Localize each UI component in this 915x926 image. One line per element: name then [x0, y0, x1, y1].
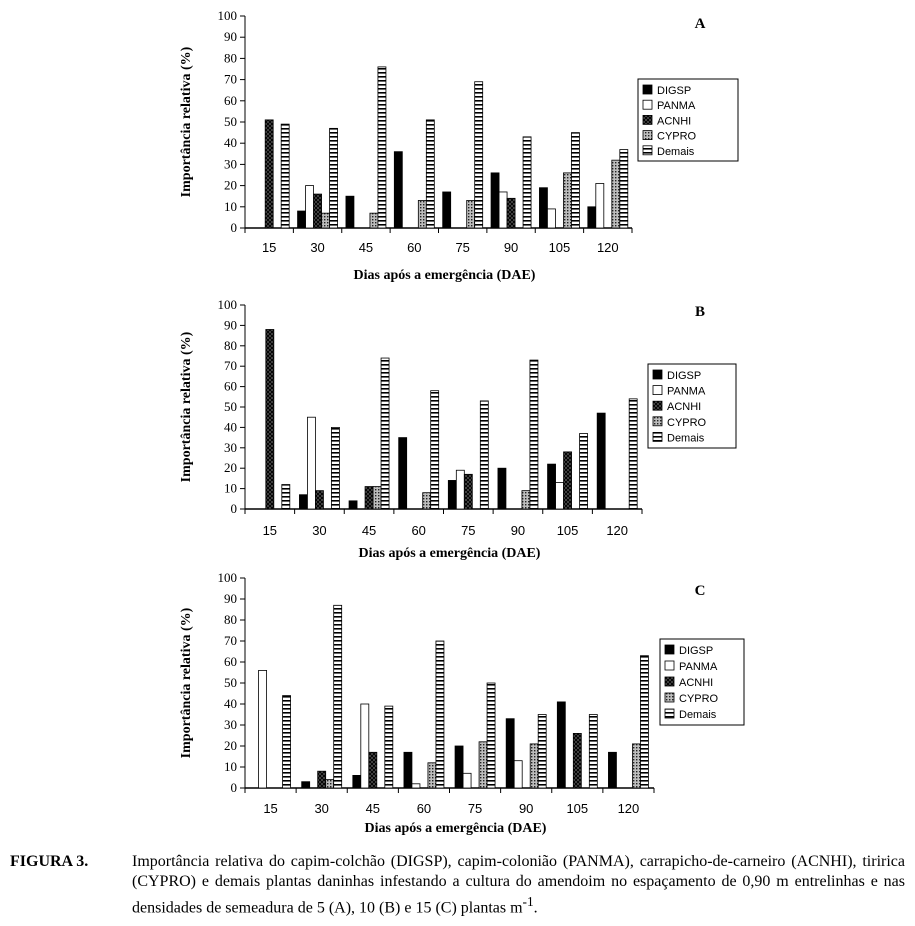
caption-body: Importância relativa do capim-colchão (DIGSP), capim-colonião (PANMA), carrapicho-de-carneiro (ACNHI), tiririca (CYPRO) e demais plantas daninhas infestando a cultura do amendoim no espaçamento de 0,90 m entrelinhas e nas densidades de semeadura de 5 (A), 10 (B) e 15 (C) plantas m	[132, 853, 905, 917]
legend-swatch-digsp	[665, 645, 674, 654]
bar-digsp-105	[557, 702, 565, 788]
bar-demais-75	[487, 683, 495, 788]
x-tick-label: 105	[548, 240, 571, 255]
y-tick-label: 20	[224, 738, 237, 753]
y-tick-label: 40	[224, 419, 237, 435]
bar-demais-30	[330, 128, 338, 228]
legend-label-cypro: CYPRO	[657, 130, 697, 143]
y-tick-label: 100	[217, 570, 237, 585]
bar-demais-15	[282, 485, 290, 509]
x-axis-label: Dias após a emergência (DAE)	[358, 546, 541, 561]
legend-swatch-panma	[653, 386, 662, 395]
y-tick-label: 10	[224, 759, 237, 774]
x-tick-label: 90	[503, 240, 519, 255]
caption-superscript: -1	[522, 894, 534, 909]
bar-acnhi-45	[369, 752, 377, 788]
legend-swatch-cypro	[653, 417, 662, 426]
panel-letter: C	[694, 583, 706, 599]
bar-digsp-90	[498, 468, 506, 509]
x-tick-label: 75	[455, 240, 470, 255]
y-tick-label: 90	[224, 591, 237, 606]
bar-acnhi-75	[464, 474, 472, 509]
bar-cypro-30	[326, 780, 334, 788]
bar-demais-15	[281, 124, 289, 228]
panel-letter: B	[694, 304, 706, 320]
bar-digsp-120	[588, 207, 596, 228]
legend-label-panma: PANMA	[667, 385, 706, 398]
bar-digsp-60	[394, 152, 402, 228]
legend-label-demais: Demais	[657, 145, 695, 158]
y-tick-label: 80	[224, 50, 237, 66]
legend-label-panma: PANMA	[679, 661, 718, 673]
x-tick-label: 30	[312, 523, 327, 538]
y-tick-label: 100	[217, 297, 237, 312]
bar-cypro-105	[563, 173, 571, 228]
x-tick-label: 15	[262, 523, 278, 538]
chart-panel-c	[179, 570, 744, 836]
legend-swatch-demais	[653, 432, 662, 441]
bar-panma-90	[499, 192, 507, 228]
y-axis-label: Importância relativa (%)	[179, 46, 194, 198]
y-tick-label: 60	[224, 654, 237, 669]
y-tick-label: 100	[217, 8, 237, 23]
bar-cypro-120	[612, 160, 620, 228]
bar-acnhi-15	[266, 329, 274, 509]
bar-demais-60	[426, 120, 434, 228]
bar-demais-120	[629, 399, 637, 509]
y-tick-label: 90	[224, 29, 237, 45]
x-tick-label: 75	[467, 801, 483, 816]
x-tick-label: 60	[411, 523, 426, 538]
x-tick-label: 90	[510, 523, 526, 538]
legend-label-digsp: DIGSP	[657, 85, 692, 97]
legend-swatch-panma	[665, 661, 674, 670]
bar-digsp-120	[597, 413, 605, 509]
x-tick-label: 30	[310, 240, 325, 255]
bar-panma-105	[547, 209, 555, 228]
bar-panma-120	[596, 183, 604, 228]
bar-demais-45	[378, 67, 386, 228]
bar-demais-60	[431, 391, 439, 509]
bar-digsp-75	[443, 192, 451, 228]
y-tick-label: 50	[224, 675, 237, 690]
bar-acnhi-90	[507, 198, 515, 228]
y-tick-label: 60	[224, 378, 237, 394]
bar-digsp-45	[349, 501, 357, 509]
bar-demais-60	[436, 641, 444, 788]
bar-acnhi-15	[265, 120, 273, 228]
caption-end: .	[533, 899, 538, 917]
legend-swatch-cypro	[665, 693, 674, 702]
bar-digsp-75	[448, 480, 456, 509]
y-tick-label: 0	[230, 780, 237, 795]
legend-label-panma: PANMA	[657, 100, 696, 113]
bar-demais-105	[571, 133, 579, 228]
bar-panma-75	[463, 773, 471, 788]
x-axis-label: Dias após a emergência (DAE)	[364, 821, 547, 836]
bar-digsp-45	[353, 775, 361, 788]
y-axis-label: Importância relativa (%)	[179, 607, 194, 759]
bar-demais-15	[283, 696, 291, 788]
y-tick-label: 30	[224, 156, 237, 172]
legend-label-digsp: DIGSP	[667, 370, 702, 382]
legend-label-demais: Demais	[679, 709, 717, 721]
y-tick-label: 40	[224, 135, 237, 151]
y-tick-label: 30	[224, 717, 237, 732]
bar-digsp-30	[299, 495, 307, 509]
legend-label-acnhi: ACNHI	[679, 677, 714, 689]
bar-acnhi-30	[315, 491, 323, 509]
bar-demais-120	[620, 150, 628, 228]
y-axis-label: Importância relativa (%)	[179, 331, 194, 483]
y-tick-label: 0	[230, 501, 237, 516]
x-tick-label: 60	[416, 801, 432, 816]
legend-label-acnhi: ACNHI	[667, 401, 702, 414]
y-tick-label: 50	[224, 399, 237, 414]
x-tick-label: 105	[566, 801, 589, 816]
x-tick-label: 90	[518, 801, 534, 816]
bar-cypro-120	[632, 744, 640, 788]
legend-swatch-digsp	[643, 85, 652, 94]
bar-panma-15	[259, 670, 267, 788]
bar-demais-90	[523, 137, 531, 228]
bar-acnhi-105	[573, 733, 581, 788]
y-tick-label: 20	[224, 460, 237, 476]
legend-swatch-acnhi	[653, 401, 662, 410]
legend-swatch-acnhi	[665, 677, 674, 686]
x-tick-label: 105	[556, 523, 579, 538]
bar-cypro-30	[322, 213, 330, 228]
caption-text	[132, 852, 905, 918]
chart-panel-a	[179, 8, 738, 283]
y-tick-label: 40	[224, 696, 237, 711]
y-tick-label: 10	[224, 198, 237, 214]
legend-label-cypro: CYPRO	[667, 416, 707, 429]
x-tick-label: 45	[365, 801, 381, 816]
caption-label: FIGURA 3.	[10, 853, 89, 870]
x-tick-label: 45	[358, 240, 374, 255]
y-tick-label: 80	[224, 612, 237, 627]
legend-label-demais: Demais	[667, 432, 705, 445]
bar-cypro-90	[522, 491, 530, 509]
bar-digsp-105	[539, 188, 547, 228]
legend-swatch-digsp	[653, 370, 662, 379]
bar-panma-90	[514, 761, 522, 788]
bar-demais-120	[640, 656, 648, 788]
x-tick-label: 120	[596, 240, 619, 255]
bar-cypro-45	[373, 487, 381, 509]
bar-panma-30	[307, 417, 315, 509]
y-tick-label: 20	[224, 177, 237, 193]
x-tick-label: 30	[314, 801, 329, 816]
legend-swatch-demais	[665, 709, 674, 718]
x-tick-label: 15	[263, 801, 278, 816]
y-tick-label: 80	[224, 337, 237, 353]
bar-digsp-30	[298, 211, 306, 228]
legend-swatch-acnhi	[643, 115, 652, 124]
bar-acnhi-105	[564, 452, 572, 509]
bar-cypro-75	[467, 200, 475, 228]
x-tick-label: 45	[361, 523, 377, 538]
y-tick-label: 60	[224, 92, 237, 108]
bar-demais-75	[475, 82, 483, 228]
bar-demais-45	[381, 358, 389, 509]
bar-demais-90	[538, 715, 546, 789]
bar-acnhi-30	[318, 771, 326, 788]
bar-panma-30	[306, 186, 314, 228]
chart-panel-b	[179, 297, 736, 561]
bar-acnhi-45	[365, 487, 373, 509]
x-axis-label: Dias após a emergência (DAE)	[353, 268, 536, 283]
bar-panma-105	[556, 482, 564, 509]
bar-demais-105	[580, 434, 588, 509]
y-tick-label: 70	[224, 633, 237, 648]
bar-cypro-60	[428, 763, 436, 788]
bar-demais-75	[480, 401, 488, 509]
legend-label-cypro: CYPRO	[679, 693, 719, 705]
bar-demais-30	[334, 605, 342, 788]
y-tick-label: 70	[224, 358, 237, 374]
legend-label-digsp: DIGSP	[679, 645, 714, 657]
bar-digsp-45	[346, 196, 354, 228]
y-tick-label: 10	[224, 480, 237, 496]
bar-digsp-30	[302, 782, 310, 788]
bar-digsp-60	[399, 438, 407, 509]
bar-cypro-45	[370, 213, 378, 228]
legend-label-acnhi: ACNHI	[657, 115, 692, 128]
bar-digsp-105	[548, 464, 556, 509]
bar-digsp-120	[608, 752, 616, 788]
legend-swatch-demais	[643, 146, 652, 155]
bar-digsp-90	[506, 719, 514, 788]
y-tick-label: 90	[224, 317, 237, 333]
y-tick-label: 50	[224, 114, 237, 129]
bar-demais-30	[331, 427, 339, 509]
bar-demais-105	[589, 715, 597, 789]
bar-acnhi-30	[314, 194, 322, 228]
bar-digsp-90	[491, 173, 499, 228]
panel-letter: A	[694, 16, 706, 32]
x-tick-label: 75	[461, 523, 476, 538]
bar-digsp-75	[455, 746, 463, 788]
bar-cypro-75	[479, 742, 487, 788]
y-tick-label: 0	[230, 220, 237, 235]
bar-panma-45	[361, 704, 369, 788]
bar-cypro-60	[423, 493, 431, 509]
legend-swatch-cypro	[643, 131, 652, 140]
y-tick-label: 70	[224, 71, 237, 87]
bar-cypro-90	[530, 744, 538, 788]
bar-digsp-60	[404, 752, 412, 788]
bar-panma-60	[412, 784, 420, 788]
bar-cypro-60	[418, 200, 426, 228]
x-tick-label: 15	[261, 240, 277, 255]
y-tick-label: 30	[224, 439, 237, 455]
x-tick-label: 120	[617, 801, 640, 816]
bar-demais-90	[530, 360, 538, 509]
bar-panma-75	[456, 470, 464, 509]
legend-swatch-panma	[643, 100, 652, 109]
x-tick-label: 120	[606, 523, 629, 538]
bar-demais-45	[385, 706, 393, 788]
x-tick-label: 60	[407, 240, 422, 255]
